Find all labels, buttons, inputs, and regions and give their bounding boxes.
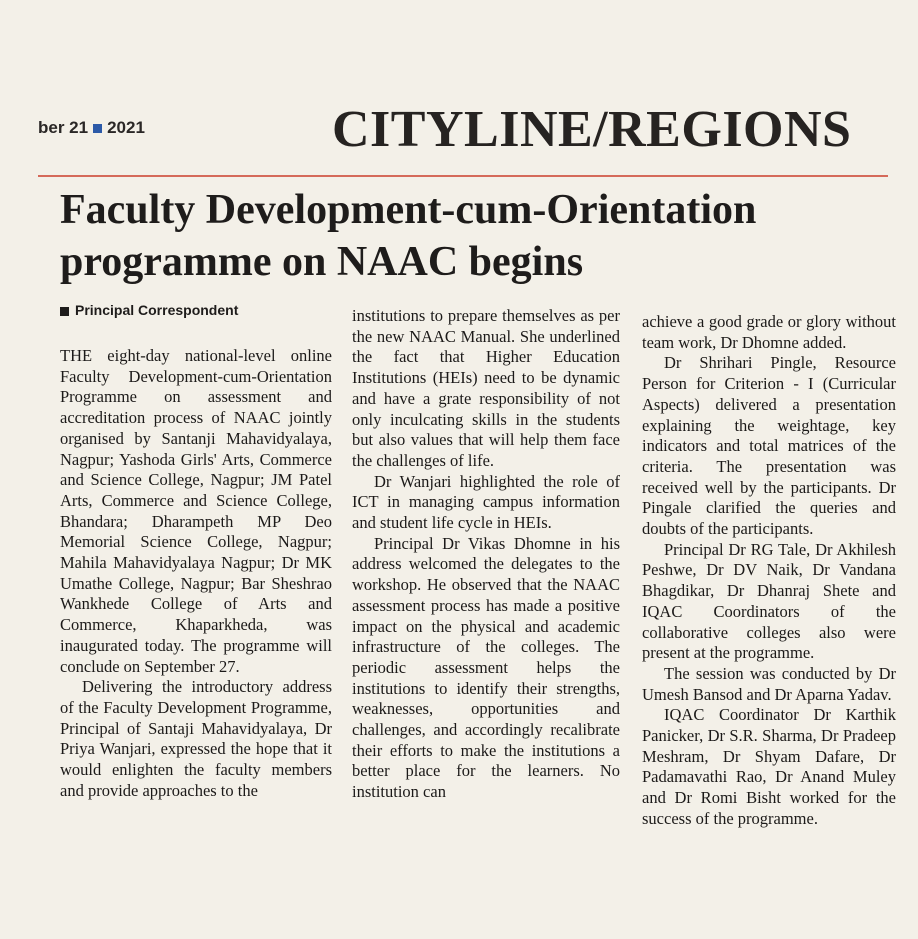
section-divider xyxy=(38,175,888,177)
dateline xyxy=(38,118,145,138)
paragraph: institutions to prepare themselves as per the new NAAC Manual. She underlined the fact that Higher Education Institutions (HEIs) need to be dynamic and have a grate responsibility of not only inculcating skills in the students but also values that will help them face the challenges of life. xyxy=(352,306,620,470)
section-title: CITYLINE/REGIONS xyxy=(332,101,852,158)
square-bullet-icon xyxy=(93,124,102,133)
paragraph: Principal Dr Vikas Dhomne in his address welcomed the delegates to the workshop. He observed that the NAAC assessment process has made a positive impact on the physical and academic infrastructure of the colleges. The periodic assessment helps the institutions to identify their strengths, weaknesses, opportunities and challenges, and accordingly recalibrate their efforts to make the institutions a better place for the learners. No institution can xyxy=(352,533,620,802)
article-column-3 xyxy=(642,312,896,830)
paragraph: Delivering the introductory address of the Faculty Development Programme, Principal of Santaji Mahavidyalaya, Dr Priya Wanjari, expressed the hope that it would enlighten the faculty members and provide approaches to the xyxy=(60,677,332,800)
paragraph: Dr Shrihari Pingle, Resource Person for Criterion - I (Curricular Aspects) delivered a presentation explaining the weightage, key indicators and total matrices of the criteria. The presentation was received well by the participants. Dr Pingale clarified the queries and doubts of the participants. xyxy=(642,353,896,539)
paragraph: The session was conducted by Dr Umesh Bansod and Dr Aparna Yadav. xyxy=(642,663,896,704)
paragraph: achieve a good grade or glory without team work, Dr Dhomne added. xyxy=(642,312,896,352)
article-headline xyxy=(60,184,890,288)
square-bullet-icon xyxy=(60,307,69,316)
paragraph: Principal Dr RG Tale, Dr Akhilesh Peshwe, Dr DV Naik, Dr Vandana Bhagdikar, Dr Dhanraj Shete and IQAC Coordinators of the collaborative colleges also were present at the programme. xyxy=(642,539,896,663)
paragraph: IQAC Coordinator Dr Karthik Panicker, Dr S.R. Sharma, Dr Pradeep Meshram, Dr Shyam Dafare, Dr Padamavathi Rao, Dr Anand Muley and Dr Romi Bisht worked for the success of the programme. xyxy=(642,705,896,828)
article-column-2 xyxy=(352,306,620,803)
byline xyxy=(60,302,238,318)
paragraph: THE eight-day national-level online Faculty Development-cum-Orientation Programme on assessment and accreditation process of NAAC jointly organised by Santanji Mahavidyalaya, Nagpur; Yashoda Girls' Arts, Commerce and Science College, Nagpur; JM Patel Arts, Commerce and Science College, Bhandara; Dharampeth MP Deo Memorial Science College, Nagpur; Mahila Mahavidyalaya Nagpur; Dr MK Umathe College, Nagpur; Bar Sheshrao Wankhede College of Arts and Commerce, Khaparkheda, was inaugurated today. The programme will conclude on September 27. xyxy=(60,346,332,676)
date-text: ber 21 xyxy=(38,118,89,137)
article-column-1 xyxy=(60,346,332,801)
year-text: 2021 xyxy=(107,118,145,137)
byline-text: Principal Correspondent xyxy=(75,302,239,318)
headline-line-2: programme on NAAC begins xyxy=(60,239,584,285)
headline-line-1: Faculty Development-cum-Orientation xyxy=(60,187,757,233)
paragraph: Dr Wanjari highlighted the role of ICT in managing campus information and student life cycle in HEIs. xyxy=(352,471,620,533)
